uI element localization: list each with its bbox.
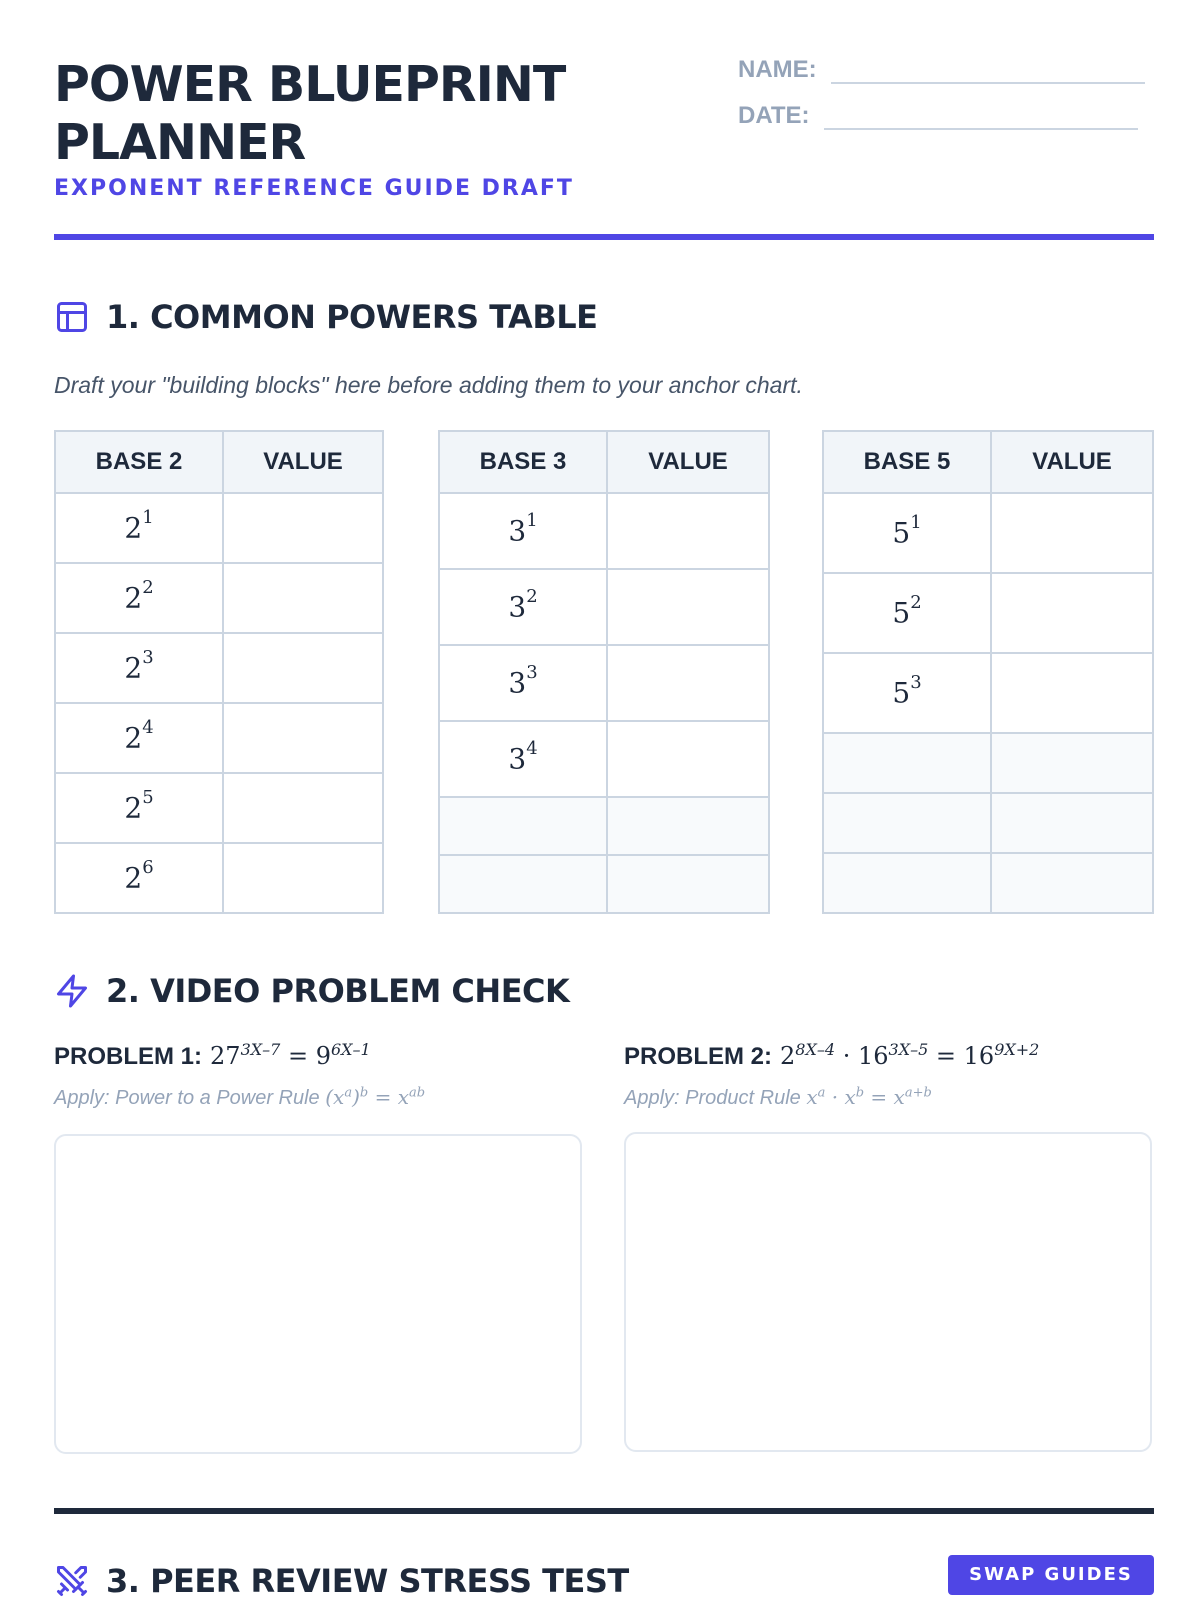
table-row [55,633,383,703]
table-row [55,563,383,633]
worksheet-header [54,56,1154,246]
value-header: VALUE [991,431,1153,493]
base-header: BASE 3 [439,431,607,493]
power-cell: $2^1$ [55,493,223,563]
value-cell[interactable] [607,493,769,569]
empty-value-cell[interactable] [991,793,1153,853]
value-header: VALUE [607,431,769,493]
table-row [439,721,769,797]
date-line[interactable] [824,102,1138,130]
table-row [55,703,383,773]
table-row [55,843,383,913]
empty-value-cell[interactable] [607,797,769,855]
section-3-heading [54,1562,629,1600]
problem-2-work-area[interactable] [624,1132,1152,1452]
table-row [439,645,769,721]
problem-1-label: PROBLEM 1: [54,1043,203,1070]
title-line-2: PLANNER [54,114,306,171]
section-divider [54,1508,1154,1514]
swords-icon [54,1563,90,1599]
powers-table-base-3 [438,430,770,914]
problem-1-work-area[interactable] [54,1134,582,1454]
problem-2-label: PROBLEM 2: [624,1043,773,1070]
page-subtitle: EXPONENT REFERENCE GUIDE DRAFT [54,176,574,201]
power-cell: $2^4$ [55,703,223,773]
value-cell[interactable] [991,493,1153,573]
date-field[interactable] [738,102,1138,130]
power-cell: $2^5$ [55,773,223,843]
value-cell[interactable] [223,493,383,563]
power-cell: $3^2$ [439,569,607,645]
problem-1 [54,1040,582,1110]
empty-table-row [823,793,1153,853]
power-rule-formula: $(x^a)^b = x^{ab}$ [325,1085,426,1109]
table-row [439,569,769,645]
powers-table-base-5 [822,430,1154,914]
section-2-heading [54,972,569,1010]
empty-value-cell[interactable] [991,733,1153,793]
value-cell[interactable] [223,843,383,913]
empty-table-row [823,853,1153,913]
table-icon [54,299,90,335]
value-cell[interactable] [991,573,1153,653]
product-rule-formula: $x^a \cdot x^b = x^{a+b}$ [806,1085,932,1109]
power-cell: $3^4$ [439,721,607,797]
header-divider [54,234,1154,240]
section-2-title: 2. VIDEO PROBLEM CHECK [106,972,570,1010]
section-3-title: 3. PEER REVIEW STRESS TEST [106,1562,629,1600]
value-cell[interactable] [223,633,383,703]
table-row [823,573,1153,653]
power-cell: $2^2$ [55,563,223,633]
date-label: DATE: [738,102,810,129]
table-row [55,773,383,843]
problem-1-hint: Apply: Power to a Power Rule $(x^a)^b = x^{ab}$ [54,1085,426,1109]
value-cell[interactable] [991,653,1153,733]
empty-power-cell[interactable] [439,797,607,855]
name-label: NAME: [738,56,817,83]
empty-table-row [823,733,1153,793]
power-cell: $2^3$ [55,633,223,703]
section-1-title: 1. COMMON POWERS TABLE [106,298,598,336]
empty-power-cell[interactable] [823,793,991,853]
empty-value-cell[interactable] [991,853,1153,913]
title-line-1: POWER BLUEPRINT [54,56,566,113]
base-header: BASE 2 [55,431,223,493]
value-header: VALUE [223,431,383,493]
problem-1-statement [54,1040,582,1071]
value-cell[interactable] [607,645,769,721]
empty-power-cell[interactable] [439,855,607,913]
problem-2-hint: Apply: Product Rule $x^a \cdot x^b = x^{a+b}$ [624,1085,932,1109]
empty-value-cell[interactable] [607,855,769,913]
empty-table-row [439,855,769,913]
empty-power-cell[interactable] [823,733,991,793]
value-cell[interactable] [223,563,383,633]
name-field[interactable] [738,56,1145,84]
value-cell[interactable] [607,569,769,645]
table-row [439,493,769,569]
power-cell: $3^3$ [439,645,607,721]
power-cell: $5^3$ [823,653,991,733]
table-row [55,493,383,563]
table-row [823,493,1153,573]
empty-table-row [439,797,769,855]
power-cell: $5^1$ [823,493,991,573]
page-title [54,56,654,172]
lightning-icon [54,973,90,1009]
power-cell: $5^2$ [823,573,991,653]
power-cell: $2^6$ [55,843,223,913]
empty-power-cell[interactable] [823,853,991,913]
section-1-heading [54,298,597,336]
name-line[interactable] [831,56,1145,84]
problem-2-statement [624,1040,1152,1071]
swap-guides-button[interactable]: SWAP GUIDES [948,1555,1154,1595]
problem-2 [624,1040,1152,1110]
base-header: BASE 5 [823,431,991,493]
powers-table-base-2 [54,430,384,914]
table-body [55,493,383,913]
problem-1-equation: $27^{3X-7} = 9^{6X-1}$ [210,1040,371,1070]
section-1-hint: Draft your "building blocks" here before adding them to your anchor chart. [54,372,803,398]
value-cell[interactable] [223,773,383,843]
value-cell[interactable] [607,721,769,797]
table-row [823,653,1153,733]
table-body [823,493,1153,913]
table-body [439,493,769,913]
power-cell: $3^1$ [439,493,607,569]
value-cell[interactable] [223,703,383,773]
problem-2-equation: $2^{8X-4} \cdot 16^{3X-5} = 16^{9X+2}$ [780,1040,1040,1070]
